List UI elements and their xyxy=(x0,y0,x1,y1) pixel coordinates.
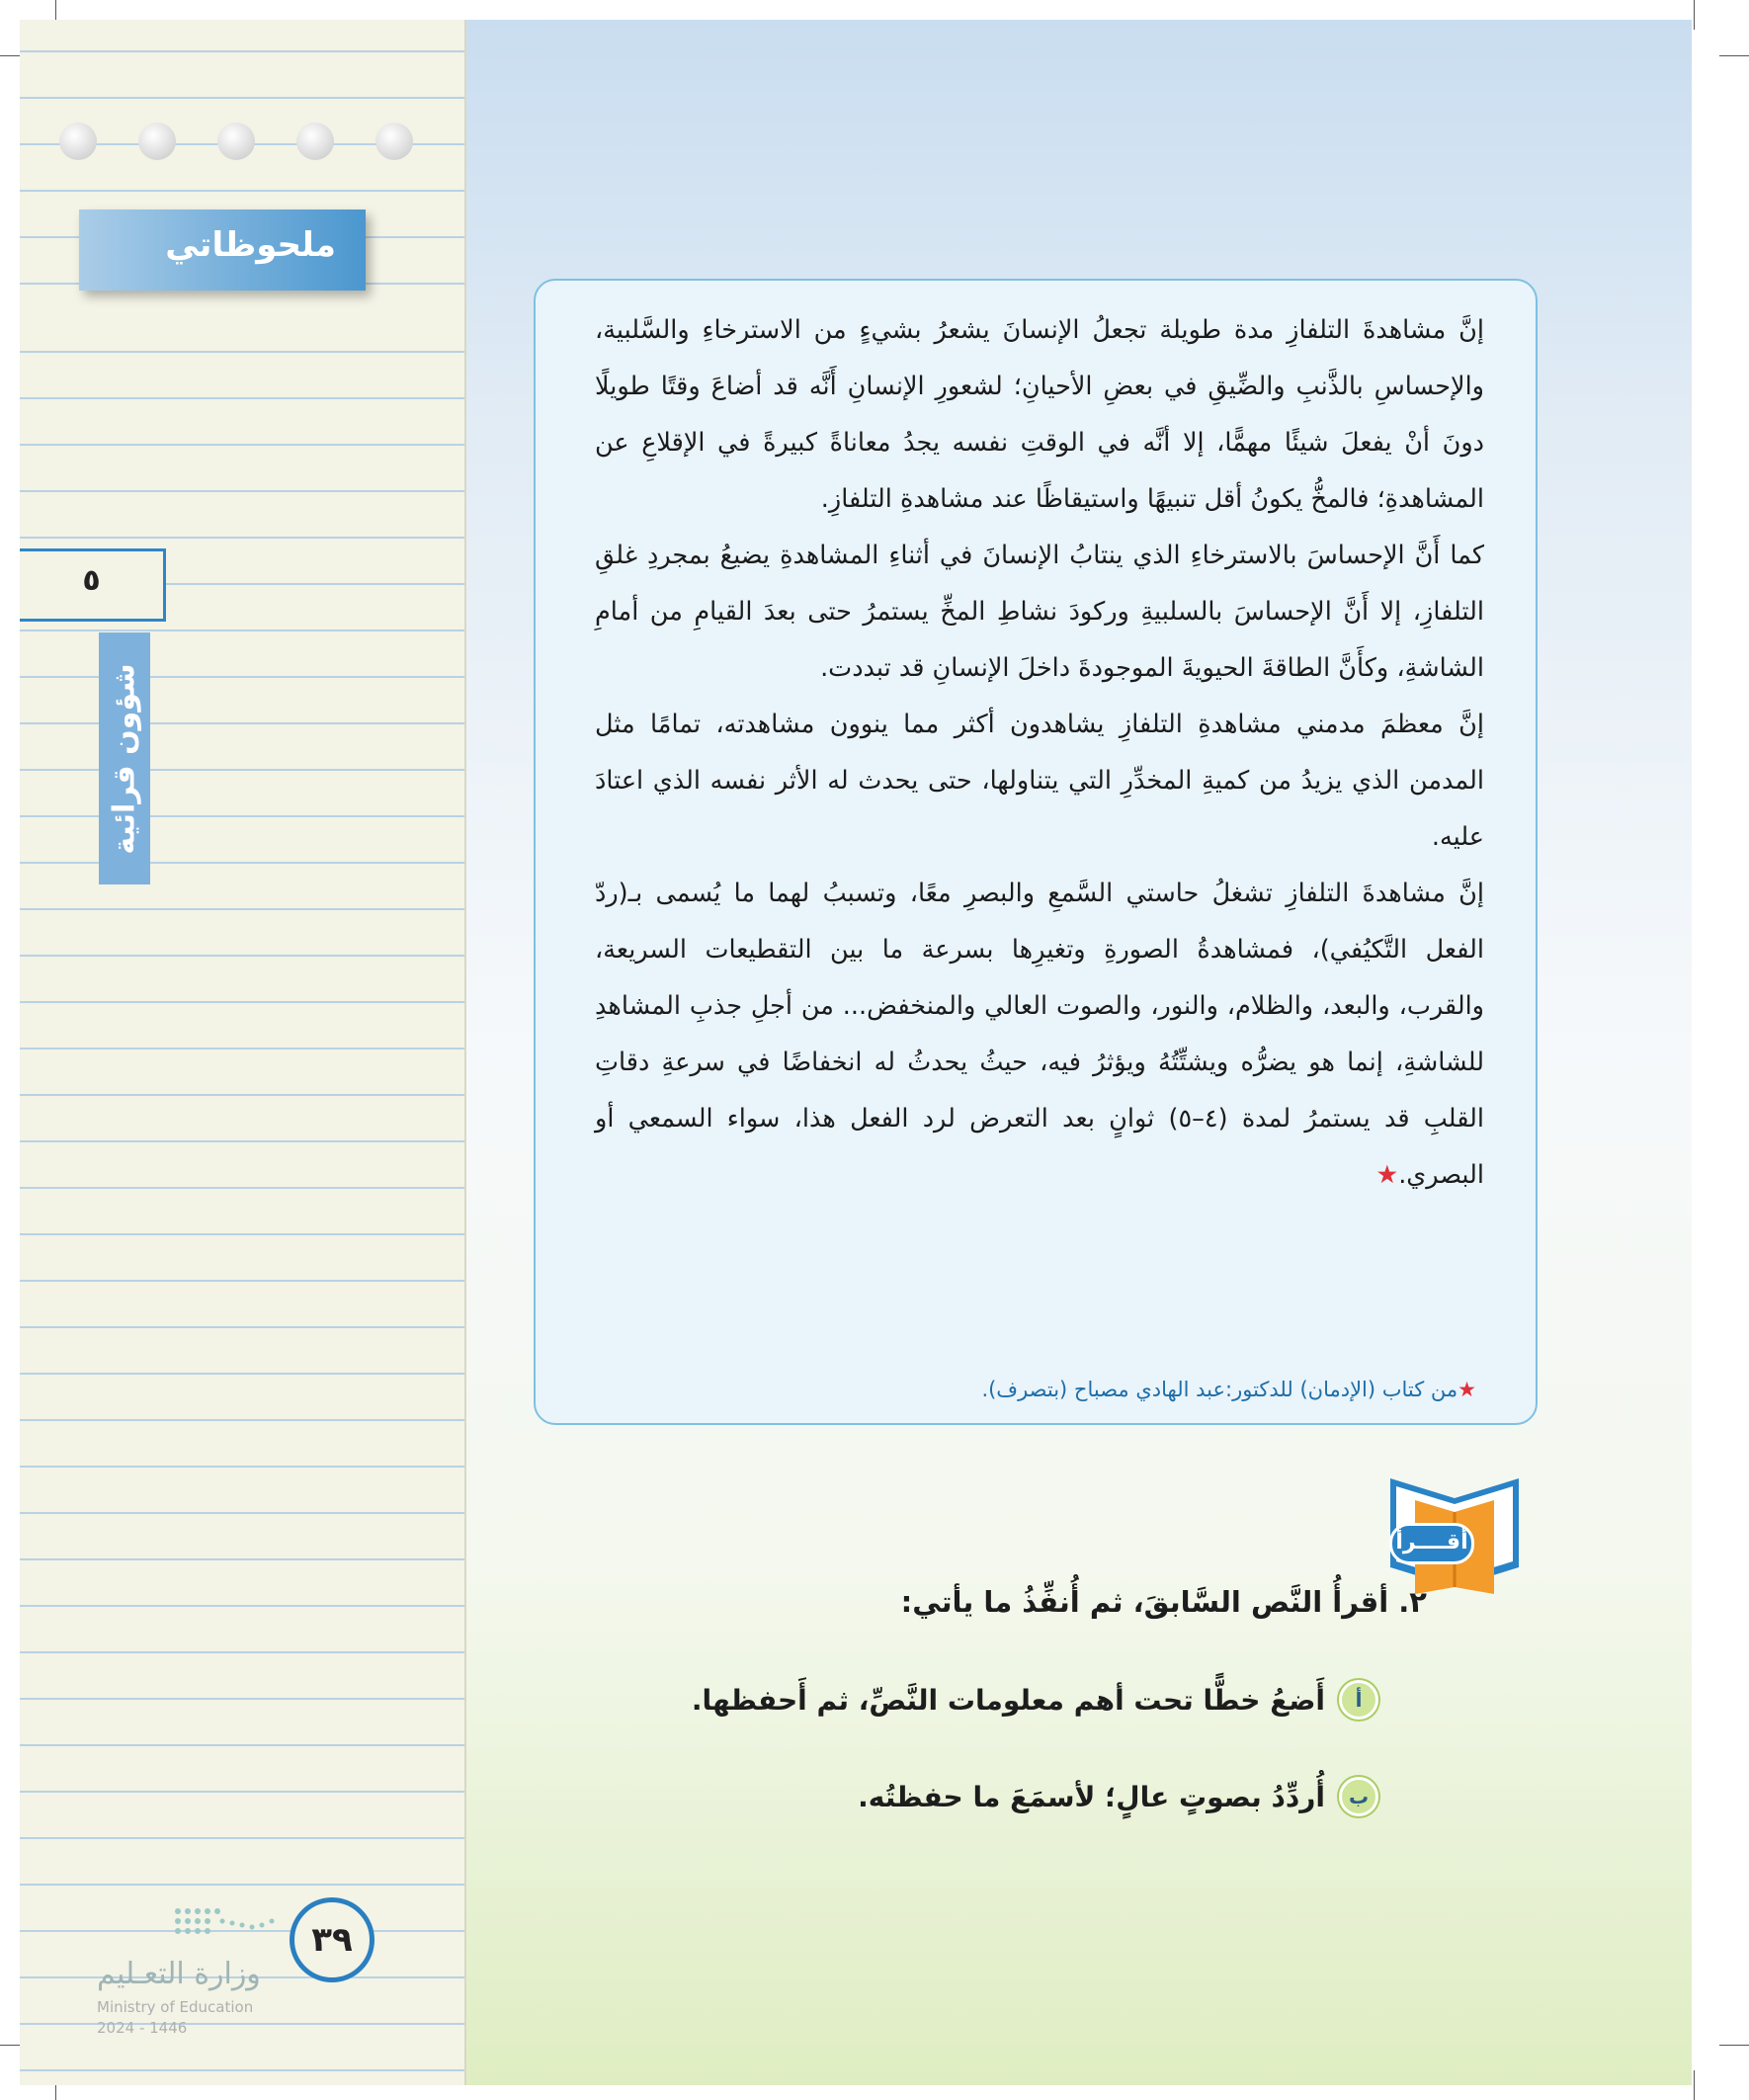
activity-instruction: ٢. أقرأُ النَّص السَّابقَ، ثم أُنفِّذُ ما يأتي: xyxy=(900,1585,1427,1619)
binder-hole xyxy=(59,123,97,160)
unit-number-box xyxy=(20,548,166,622)
paragraph-3: إنَّ معظمَ مدمني مشاهدةِ التلفازِ يشاهدون أكثر مما ينوون مشاهدته، تمامًا مثل المدمن الذي يزيدُ من كميةِ المخدِّرِ التي يتناولها، حتى يحدث له الأثر نفسه الذي اعتادَ عليه. xyxy=(595,710,1484,852)
reading-text-box xyxy=(534,279,1538,1425)
paragraph-1: إنَّ مشاهدةَ التلفازِ مدة طويلة تجعلُ الإنسانَ يشعرُ بشيءٍ من الاسترخاءِ والسَّلبية، والإحساسِ بالذَّنبِ والضِّيقِ في بعضِ الأحيانِ؛ لشعورِ الإنسانِ أَنَّه قد أضاعَ وقتًا طويلًا دونَ أنْ يفعلَ شيئًا مهمًّا، إلا أنَّه في الوقتِ نفسه يجدُ معاناةً كبيرةً في الإقلاعِ عن المشاهدةِ؛ فالمخُّ يكونُ أقل تنبيهًا واستيقاظًا عند مشاهدةِ التلفازِ. xyxy=(595,315,1484,514)
footnote-star-icon: ★ xyxy=(1458,1378,1476,1401)
task-letter-badge: ب xyxy=(1339,1777,1378,1816)
binder-hole xyxy=(138,123,176,160)
page-number-badge xyxy=(290,1897,375,1982)
paragraph-4 xyxy=(595,866,1484,1204)
unit-title-tab xyxy=(99,632,150,884)
notes-sidebar xyxy=(20,20,466,2085)
notes-title: ملحوظاتي xyxy=(165,225,336,265)
binder-holes xyxy=(59,123,413,160)
binder-hole xyxy=(375,123,413,160)
ministry-name-arabic: وزارة التعـليم xyxy=(97,1957,261,1991)
crop-mark xyxy=(1719,55,1749,56)
paragraph-2: كما أَنَّ الإحساسَ بالاسترخاءِ الذي ينتابُ الإنسانَ في أثناءِ المشاهدةِ يضيعُ بمجردِ غلقِ التلفازِ، إلا أَنَّ الإحساسَ بالسلبيةِ وركودَ نشاطِ المخِّ يستمرُ حتى بعدَ القيامِ من أمامِ الشاشةِ، وكأَنَّ الطاقةَ الحيويةَ الموجودةَ داخلَ الإنسانِ قد تبددت. xyxy=(595,541,1484,683)
task-item xyxy=(692,1680,1378,1720)
footnote-text: من كتاب (الإدمان) للدكتور:عبد الهادي مصباح (بتصرف). xyxy=(981,1378,1458,1401)
footnote xyxy=(587,1378,1476,1401)
crop-mark xyxy=(1719,2045,1749,2046)
crop-mark xyxy=(1694,2070,1695,2100)
paragraph-4-text: إنَّ مشاهدةَ التلفازِ تشغلُ حاستي السَّمعِ والبصرِ معًا، وتسببُ لهما ما يُسمى بـ(ردّ الفعل التَّكيُفي)، فمشاهدةُ الصورةِ وتغيرِها بسرعة ما بين التقطيعات السريعة، والقرب، والبعد، والظلام، والنور، والصوت العالي والمنخفض... من أجلِ جذبِ المشاهدِ للشاشةِ، إنما هو يضرُّه ويشتِّتُهُ ويؤثرُ فيه، حيثُ يحدثُ له انخفاضًا في سرعةِ دقاتِ القلبِ قد يستمرُ لمدة (٤–٥) ثوانٍ بعد التعرض لرد الفعل هذا، سواء السمعي أو البصري. xyxy=(595,879,1485,1190)
binder-hole xyxy=(296,123,334,160)
ministry-year: 2024 - 1446 xyxy=(97,2019,188,2037)
task-item xyxy=(858,1777,1378,1816)
read-activity-label: أقــــرأ xyxy=(1389,1523,1474,1564)
page-number: ٣٩ xyxy=(311,1920,353,1960)
task-text: أُردِّدُ بصوتٍ عالٍ؛ لأسمَعَ ما حفظتُه. xyxy=(858,1780,1325,1813)
ministry-logo-dots xyxy=(168,1897,287,1957)
notes-header xyxy=(79,210,366,291)
task-letter-badge: أ xyxy=(1339,1680,1378,1720)
binder-hole xyxy=(217,123,255,160)
crop-mark xyxy=(1694,0,1695,30)
ministry-name-english: Ministry of Education xyxy=(97,1998,254,2016)
task-text: أَضعُ خطًّا تحت أهم معلومات النَّصِّ، ثم أَحفظها. xyxy=(691,1683,1325,1717)
unit-title: شؤون قرائية xyxy=(107,662,142,855)
unit-number: ٥ xyxy=(82,563,101,598)
footnote-star-icon: ★ xyxy=(1375,1160,1399,1190)
